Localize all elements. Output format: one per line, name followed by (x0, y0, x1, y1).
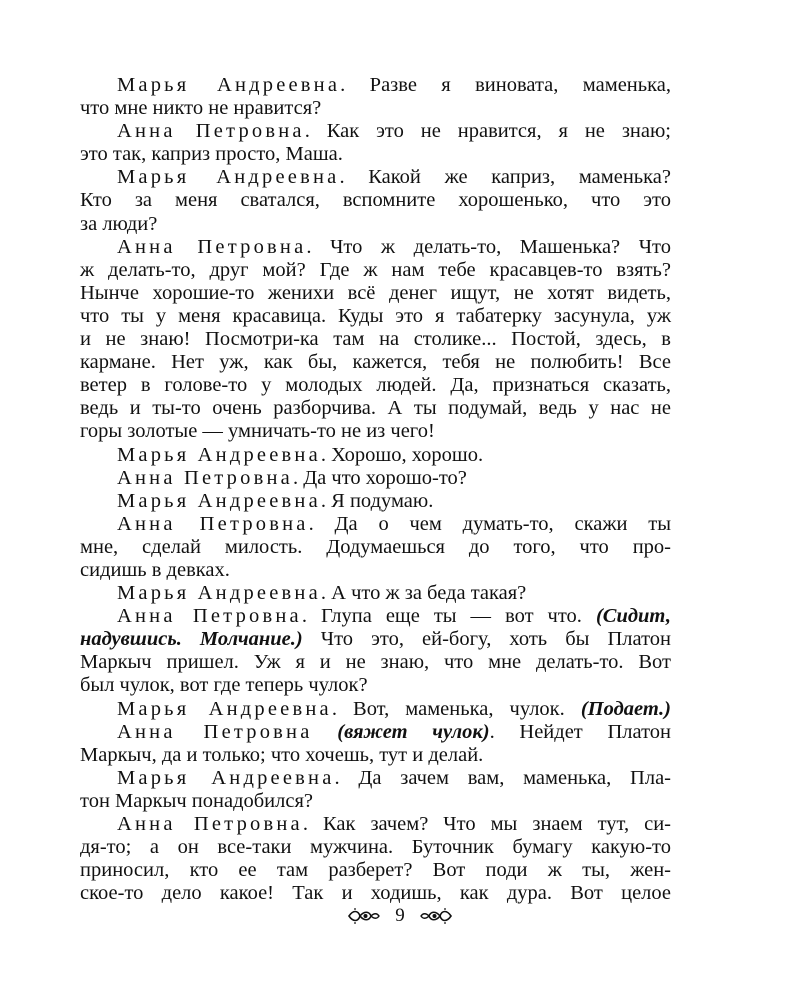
text-line (80, 559, 671, 582)
text-line (80, 859, 671, 882)
text-line (80, 467, 671, 490)
line-text: тон Маркыч понадобился? (80, 789, 314, 812)
speaker-name: Анна Петровна (117, 605, 302, 628)
text-line (80, 305, 671, 328)
speaker-name: Марья Андреевна (117, 443, 321, 466)
line-text: ское-то дело какое! Так и ходишь, как дура. Вот целое (80, 882, 671, 905)
stage-direction: надувшись. Молчание.) (80, 628, 303, 651)
stage-direction: (Подает.) (580, 697, 671, 720)
text-line (80, 674, 671, 697)
text-line (80, 120, 671, 143)
text-line (80, 213, 671, 236)
line-text: Нынче хорошие-то женихи всё денег ищут, не хотят видеть, (80, 281, 671, 304)
line-text: это так, каприз просто, Маша. (80, 143, 343, 166)
page-number: 9 (395, 905, 405, 926)
stage-direction: (вяжет чулок) (337, 720, 490, 743)
text-line (80, 420, 671, 443)
line-text: . Глупа еще ты — вот что. (301, 605, 596, 628)
line-text: горы золотые — умничать-то не из чего! (80, 420, 435, 443)
text-line (80, 882, 671, 905)
text-line (80, 490, 671, 513)
line-text: . Да что хорошо-то? (292, 466, 467, 489)
line-text: ветер в голове-то у молодых людей. Да, признаться сказать, (80, 374, 671, 397)
line-text: что мне никто не нравится? (80, 97, 322, 120)
line-text: приносил, кто ее там разберет? Вот поди ж ты, жен- (80, 859, 671, 882)
text-line (80, 536, 671, 559)
speaker-name: Марья Андреевна (117, 166, 340, 189)
stage-direction: (Сидит, (595, 605, 671, 628)
text-line (80, 813, 671, 836)
speaker-name: Анна Петровна (117, 235, 307, 258)
text-line (80, 282, 671, 305)
line-text: Маркыч, да и только; что хочешь, тут и делай. (80, 743, 484, 766)
text-line (80, 605, 671, 628)
text-line (80, 97, 671, 120)
text-line (80, 259, 671, 282)
line-text: . Какой же каприз, маменька? (339, 166, 671, 189)
book-page-text (80, 74, 671, 905)
speaker-name: Анна Петровна (117, 720, 313, 743)
speaker-name: Марья Андреевна (117, 489, 321, 512)
line-text: кармане. Нет уж, как бы, кажется, тебя не полюбить! Все (80, 351, 671, 374)
line-text: ведь и ты-то очень разборчива. А ты подумай, ведь у нас не (80, 397, 671, 420)
line-text (313, 721, 338, 743)
text-line (80, 143, 671, 166)
text-line (80, 513, 671, 536)
text-line (80, 374, 671, 397)
speaker-name: Марья Андреевна (117, 582, 321, 605)
line-text: . Да о чем думать-то, скажи ты (308, 512, 672, 535)
page-footer (0, 905, 800, 927)
text-line (80, 328, 671, 351)
text-line (80, 698, 671, 721)
text-line (80, 651, 671, 674)
line-text: что ты у меня красавица. Куды это я табатерку засунула, уж (80, 304, 671, 327)
line-text: . Как зачем? Что мы знаем тут, си- (302, 813, 671, 835)
line-text: . Что ж делать-то, Машенька? Что (306, 235, 671, 258)
line-text: мне, сделай милость. Додумаешься до того, что про- (80, 535, 671, 558)
line-text: . Нейдет Платон (489, 720, 671, 743)
text-line (80, 397, 671, 420)
line-text: сидишь в девках. (80, 558, 230, 581)
speaker-name: Марья Андреевна (117, 766, 335, 789)
text-line (80, 444, 671, 467)
left-ornament-icon (347, 907, 381, 925)
line-text: за люди? (80, 212, 158, 235)
text-line (80, 721, 671, 744)
line-text: был чулок, вот где теперь чулок? (80, 674, 368, 697)
line-text: дя-то; а он все-таки мужчина. Буточник бумагу какую-то (80, 836, 671, 859)
line-text: Что это, ей-богу, хоть бы Платон (302, 628, 671, 651)
line-text: . Я подумаю. (320, 489, 434, 512)
text-line (80, 582, 671, 605)
line-text: . Разве я виновата, маменька, (340, 74, 671, 96)
text-line (80, 836, 671, 859)
text-line (80, 744, 671, 767)
speaker-name: Анна Петровна (117, 512, 309, 535)
speaker-name: Марья Андреевна (117, 697, 332, 720)
speaker-name: Анна Петровна (117, 466, 293, 489)
line-text: . Хорошо, хорошо. (320, 443, 484, 466)
right-ornament-icon (419, 907, 453, 925)
line-text: . Да зачем вам, маменька, Пла- (334, 766, 671, 789)
line-text: ж делать-то, друг мой? Где ж нам тебе красавцев-то взять? (80, 258, 671, 281)
text-line (80, 236, 671, 259)
speaker-name: Анна Петровна (117, 813, 303, 835)
line-text: и не знаю! Посмотри-ка там на столике... Постой, здесь, в (80, 328, 671, 351)
line-text: Маркыч пришел. Уж я и не знаю, что мне делать-то. Вот (80, 651, 671, 674)
line-text: Кто за меня сватался, вспомните хорошенько, что это (80, 189, 671, 212)
text-line (80, 351, 671, 374)
text-line (80, 767, 671, 790)
speaker-name: Анна Петровна (117, 120, 305, 143)
speaker-name: Марья Андреевна (117, 74, 341, 96)
text-line (80, 790, 671, 813)
text-line (80, 628, 671, 651)
text-line (80, 166, 671, 189)
line-text: . А что ж за беда такая? (320, 582, 527, 605)
line-text: . Вот, маменька, чулок. (331, 697, 581, 720)
line-text: . Как это не нравится, я не знаю; (304, 120, 671, 143)
text-line (80, 189, 671, 212)
text-line (80, 74, 671, 97)
